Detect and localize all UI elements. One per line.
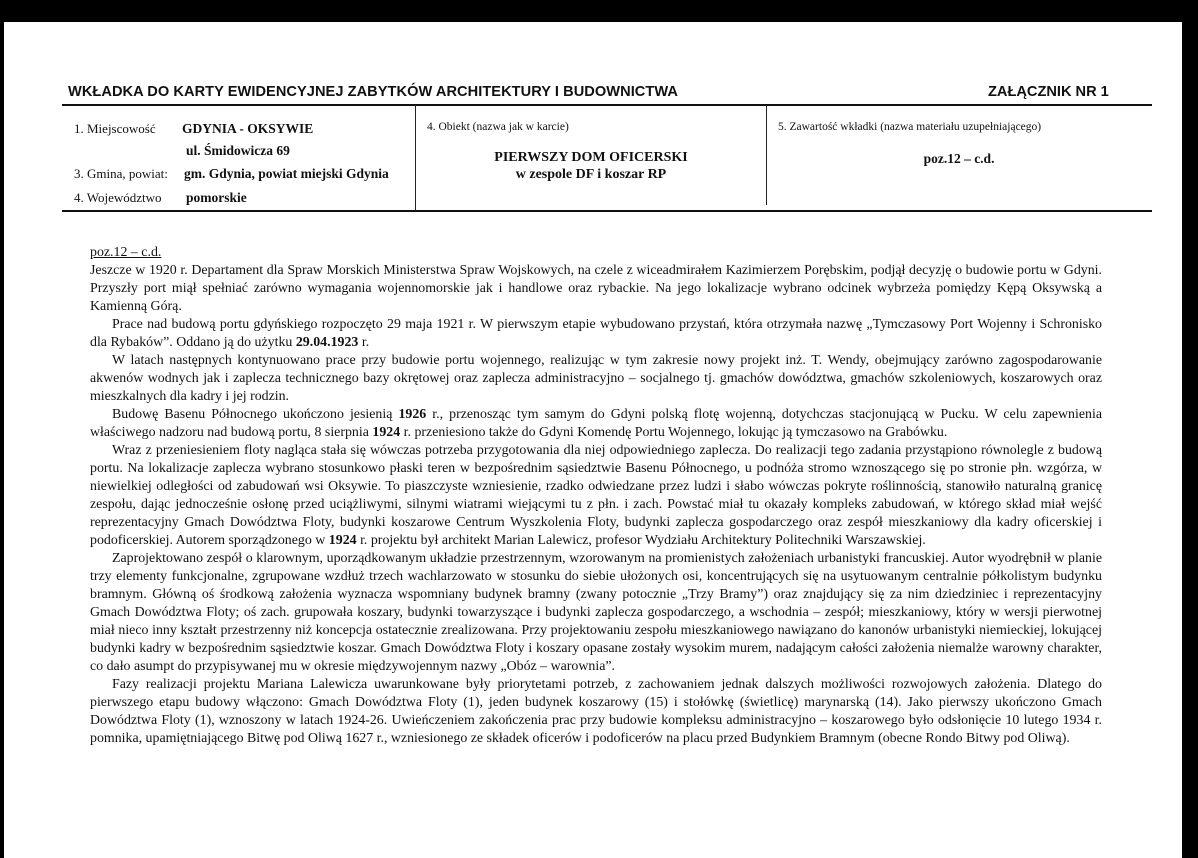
object-label: 4. Obiekt (nazwa jak w karcie) [427, 121, 569, 133]
paragraph-text: r. [361, 335, 370, 350]
place-row [74, 121, 313, 137]
paragraph [90, 442, 1102, 550]
commune-row [74, 166, 389, 182]
paragraph: Jeszcze w 1920 r. Departament dla Spraw Morskich Ministerstwa Spraw Wojskowych, na czele z wiceadmirałem Kazimierzem Porębskim, podjął decyzję o budowie portu w Gdyni. Przyszły port miął spełniać zarówno wymagania wojennomorskie jak i handlowe oraz rybackie. Na jego lokalizacje wybrano odcinek wybrzeża pomiędzy Kępą Oksywską a Kamienną Górą. [90, 263, 1102, 314]
commune-value: gm. Gdynia, powiat miejski Gdynia [184, 166, 389, 181]
voivodeship-label: 4. Województwo [74, 190, 162, 205]
paragraph-text: Wraz z przeniesieniem floty nagląca stała się wówczas potrzeba przygotowania dla niej odpowiedniego zaplecza. Do realizacji tego zadania przystąpiono równolegle z budową portu. Na lokalizacje zaplecza wybrano stosunkowo płaski teren w bezpośrednim sąsiedztwie Basenu Północnego, u podnóża stromo wznoszącego się po stronie płn. wzgórza, w niewielkiej odległości od zabudowań wsi Oksywie. To piaszczyste wzniesienie, rzadko odwiedzane przez ludzi i słabo wówczas pokryte roślinnością, stanowiło naturalną granicę zespołu, dając jednocześnie osłonę przed uciążliwymi, silnymi wiatrami wiejącymi tu z płn. i zach. Powstać miał tu okazały kompleks zabudowań, w którego skład miał wejść reprezentacyjny Gmach Dowództwa Floty, budynki koszarowe Centrum Wyszkolenia Floty, budynki zaplecza gospodarczego oraz zespół mieszkaniowy dla kadry oficerskiej i podoficerskiej. Autorem sporządzonego w [90, 443, 1102, 548]
place-label: 1. Miejscowość [74, 121, 156, 136]
scan-left-border [0, 0, 4, 858]
object-name [416, 149, 766, 183]
highlighted-date: 29.04.1923 [295, 335, 359, 350]
insert-content-label: 5. Zawartość wkładki (nazwa materiału uzupełniającego) [778, 121, 1042, 133]
street-row [186, 143, 290, 159]
paragraph-text: r. projektu był architekt Marian Lalewicz, profesor Wydziału Architektury Politechniki Warszawskiej. [360, 533, 926, 548]
place-value: GDYNIA - OKSYWIE [182, 121, 314, 136]
paragraph-text: Budowę Basenu Północnego ukończono jesienią [112, 407, 393, 422]
paragraph [90, 406, 1102, 442]
paragraph: Zaprojektowano zespół o klarownym, uporządkowanym układzie przestrzennym, wzorowanym na promienistych założeniach urbanistyki francuskiej. Autor wyodrębnił w planie trzy elementy funkcjonalne, zgrupowane wzdłuż trzech wachlarzowato w stosunku do siebie ułożonych osi, koncentrujących się na usytuowanym centralnie półkolistym budynku bramnym. Główną oś środkową założenia wyznacza wspomniany budynek bramny (zwany potocznie „Trzy Bramy”) oraz znajdujący się za nim dziedziniec i reprezentacyjny Gmach Dowództwa Floty; oś zach. grupowała koszary, budynki towarzyszące i budynki zaplecza gospodarczego, a wschodnia – zespół; mieszkaniowy, który w wersji pierwotnej miał nieco inny kształt przestrzenny niż koncepcja ostatecznie zrealizowana. Przy projektowaniu zespołu mieszkaniowego nawiązano do kanonów urbanistyki niemieckiej, lokującej budynki kadry w bezpośrednim sąsiedztwie koszar. Gmach Dowództwa Floty i koszary opasane zostały wysokim murem, nadającym całości założenia niemalże warowny charakter, co dało asumpt do przypisywanej mu w okresie międzywojennym nazwy „Obóz – warownia”. [90, 551, 1102, 674]
voivodeship-value: pomorskie [186, 190, 247, 205]
header-rule-top [62, 104, 1152, 106]
annex-number: ZAŁĄCZNIK NR 1 [988, 84, 1109, 100]
document-title: WKŁADKA DO KARTY EWIDENCYJNEJ ZABYTKÓW ARCHITEKTURY I BUDOWNICTWA [68, 84, 678, 100]
object-name-line2: w zespole DF i koszar RP [515, 167, 667, 182]
paragraph-text: Prace nad budową portu gdyńskiego rozpoczęto 29 maja 1921 r. W pierwszym etapie wybudowano przystań, która otrzymała nazwę „Tymczasowy Port Wojenny i Schronisko dla Rybaków”. Oddano ją do użytku [90, 317, 1102, 350]
scan-top-border [0, 0, 1198, 22]
insert-content-value: poz.12 – c.d. [923, 151, 995, 166]
highlighted-year: 1926 [398, 407, 427, 422]
street-value: ul. Śmidowicza 69 [186, 143, 290, 158]
paragraph-text: r. przeniesiono także do Gdyni Komendę Portu Wojennego, lokując ją tymczasowo na Grabówku. [403, 425, 948, 440]
paragraph-text: r., przenosząc tym samym do Gdyni polską flotę wojenną, dotychczas stacjonującą w Pucku. W celu zapewnienia właściwego nadzoru nad budową portu, 8 sierpnia [90, 407, 1102, 440]
highlighted-year: 1924 [328, 533, 357, 548]
header-rule-bottom [62, 210, 1152, 212]
document-body [90, 244, 1102, 748]
paragraph: Fazy realizacji projektu Mariana Lalewicza uwarunkowane były priorytetami potrzeb, z zachowaniem jednak dalszych możliwości rozwojowych założenia. Dlatego do pierwszego etapu budowy włączono: Gmach Dowództwa Floty (1), jeden budynek koszarowy (15) i stołówkę (świetlicę) marynarską (14). Jako pierwszy ukończono Gmach Dowództwa Floty (1), wznoszony w latach 1924-26. Uwieńczeniem zakończenia prac przy budowie kompleksu administracyjno – koszarowego było odsłonięcie 10 lutego 1934 r. pomnika, upamiętniającego Bitwę pod Oliwą 1627 r., wzniesionego ze składek oficerów i podoficerów na placu przed Budynkiem Bramnym (obecne Rondo Bitwy pod Oliwą). [90, 677, 1102, 746]
paragraph: W latach następnych kontynuowano prace przy budowie portu wojennego, realizując w tym zakresie nowy projekt inż. T. Wendy, obejmujący zarówno zagospodarowanie akwenów wodnych jak i zaplecza technicznego bazy okrętowej oraz zaplecza administracyjno – socjalnego tj. gmachów dowództwa, gmachów szkoleniowych, koszarowych oraz mieszkalnych dla kadry i jej rodzin. [90, 353, 1102, 404]
section-title: poz.12 – c.d. [90, 245, 162, 260]
voivodeship-row [74, 190, 247, 206]
commune-label: 3. Gmina, powiat: [74, 166, 168, 181]
scan-right-border [1182, 0, 1198, 858]
object-name-line1: PIERWSZY DOM OFICERSKI [494, 150, 688, 165]
paragraph [90, 316, 1102, 352]
highlighted-year: 1924 [372, 425, 401, 440]
